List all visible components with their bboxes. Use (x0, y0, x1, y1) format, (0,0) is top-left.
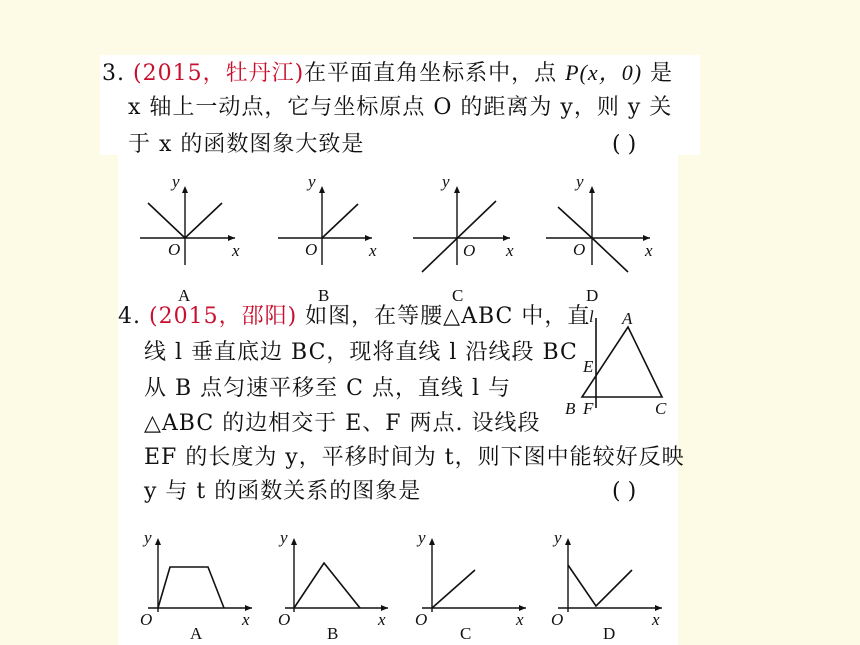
question-3-source: (2015，牡丹江) (133, 61, 305, 86)
q3-a-y-label: y (172, 172, 180, 191)
q4-d-y-label: y (554, 528, 562, 547)
q3-b-caption: B (318, 286, 330, 305)
question-4-text-1: 如图，在等腰△ABC 中，直 (305, 304, 591, 329)
question-4-line-3: 从 B 点匀速平移至 C 点，直线 l 与 (144, 376, 511, 401)
question-4-line-2: 线 l 垂直底边 BC，现将直线 l 沿线段 BC (144, 340, 578, 365)
question-4-source: (2015，邵阳) (149, 304, 298, 329)
question-4-line-5: EF 的长度为 y，平移时间为 t，则下图中能较好反映 (144, 445, 685, 470)
q4-b-x-label: x (378, 610, 386, 629)
question-3-text-1: 在平面直角坐标系中，点 (304, 61, 558, 86)
question-3-point: P(x，0) (565, 60, 643, 85)
q3-c-caption: C (452, 286, 464, 305)
q3-c-x-label: x (506, 241, 514, 260)
q3-c-y-label: y (442, 172, 450, 191)
q3-b-origin-label: O (305, 240, 318, 259)
q4-d-origin-label: O (551, 610, 564, 629)
q4-b-origin-label: O (278, 610, 291, 629)
q3-d-origin-label: O (573, 240, 586, 259)
q3-d-x-label: x (645, 241, 653, 260)
q3-c-origin-label: O (463, 241, 476, 260)
q4-c-y-label: y (418, 528, 426, 547)
q4-graph-d (551, 528, 662, 643)
question-4-answer-blank: ( ) (612, 479, 637, 504)
question-4-line-6: y 与 t 的函数关系的图象是 (144, 479, 422, 504)
q3-d-caption: D (586, 286, 599, 305)
q4-b-caption: B (327, 624, 339, 643)
figure-label-c: C (655, 399, 667, 418)
q4-a-x-label: x (242, 610, 250, 629)
figure-label-e: E (583, 357, 594, 376)
q4-d-x-label: x (652, 610, 660, 629)
q4-graph-c (415, 528, 526, 643)
question-4-line-4: △ABC 的边相交于 E、F 两点. 设线段 (144, 411, 541, 436)
q3-a-caption: A (178, 286, 191, 305)
question-3-number: 3. (102, 61, 125, 86)
figure-label-f: F (583, 399, 594, 418)
q3-b-x-label: x (369, 241, 377, 260)
q4-c-x-label: x (516, 610, 524, 629)
q4-a-origin-label: O (140, 610, 153, 629)
q4-a-y-label: y (144, 528, 152, 547)
q3-b-y-label: y (308, 172, 316, 191)
q4-c-caption: C (460, 624, 472, 643)
q4-graph-b (278, 528, 388, 643)
question-3-line-2: x 轴上一动点，它与坐标原点 O 的距离为 y，则 y 关 (128, 95, 673, 120)
figure-label-b: B (565, 399, 576, 418)
q4-c-origin-label: O (415, 610, 428, 629)
q4-a-caption: A (190, 624, 203, 643)
question-3-answer-blank: ( ) (612, 132, 637, 157)
figure-label-a: A (622, 309, 633, 328)
question-3-line-3: 于 x 的函数图象大致是 (128, 132, 365, 157)
figure-label-l: l (589, 307, 594, 326)
q3-d-y-label: y (576, 172, 584, 191)
question-4-number: 4. (118, 304, 141, 329)
q4-graph-a (140, 528, 252, 643)
q4-d-caption: D (603, 624, 616, 643)
q3-a-origin-label: O (168, 240, 181, 259)
q4-b-y-label: y (280, 528, 288, 547)
q3-a-x-label: x (232, 241, 240, 260)
question-3-text-1-end: 是 (650, 61, 674, 86)
